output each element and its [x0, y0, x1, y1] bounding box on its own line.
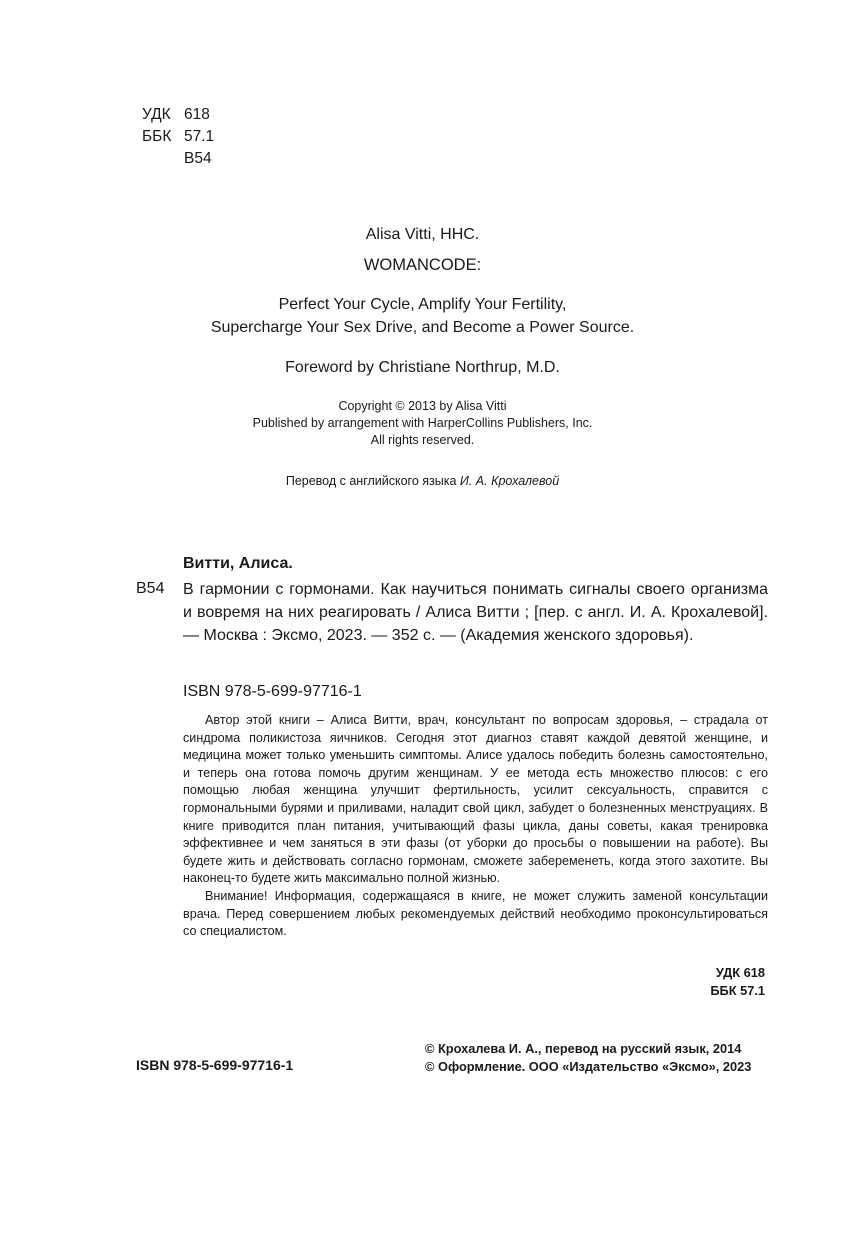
published-note: Published by arrangement with HarperCollins Publishers, Inc.	[252, 416, 593, 430]
bbk-label: ББК	[142, 128, 172, 145]
bbk-value: 57.1	[184, 128, 215, 145]
bibliography-text: В гармонии с гормонами. Как научиться понимать сигналы своего организма и вовремя на них реагировать / Алиса Витти ; [пер. с англ. И. А. Крохалевой]. — Москва : Эксмо, 2023. — 352 с. — (Академия женского здоровья).	[183, 581, 768, 644]
bibliography-mark: В54	[136, 580, 165, 597]
footer-isbn: ISBN 978-5-699-97716-1	[136, 1057, 294, 1073]
translator-name: И. А. Крохалевой	[459, 474, 560, 488]
original-title: WOMANCODE:	[363, 256, 482, 274]
udk-label: УДК	[142, 106, 171, 123]
original-subtitle-line1: Perfect Your Cycle, Amplify Your Fertility,	[278, 296, 567, 313]
author-mark: В54	[184, 150, 212, 167]
copyright-original: Copyright © 2013 by Alisa Vitti	[338, 399, 507, 413]
original-author: Alisa Vitti, HHC.	[365, 226, 480, 243]
annotation	[183, 712, 768, 941]
bottom-bbk: ББК 57.1	[710, 983, 765, 998]
copyright-translation: © Крохалева И. А., перевод на русский язык, 2014	[425, 1041, 742, 1056]
bottom-codes	[710, 964, 765, 1000]
udk-value: 618	[184, 106, 210, 123]
translation-prefix: Перевод с английского языка	[285, 474, 457, 488]
bottom-udk: УДК 618	[715, 965, 765, 980]
bibliography-heading: Витти, Алиса.	[183, 555, 293, 572]
rights-note: All rights reserved.	[370, 433, 475, 447]
copyright-design: © Оформление. ООО «Издательство «Эксмо», 2023	[425, 1059, 752, 1074]
bibliography-isbn: ISBN 978-5-699-97716-1	[183, 683, 362, 700]
warning-paragraph: Внимание! Информация, содержащаяся в книге, не может служить заменой консультации врача. Перед совершением любых рекомендуемых действий необходимо проконсультироваться со специалистом.	[183, 888, 768, 939]
original-subtitle-line2: Supercharge Your Sex Drive, and Become a Power Source.	[210, 319, 635, 336]
annotation-paragraph: Автор этой книги – Алиса Витти, врач, консультант по вопросам здоровья, – страдала от синдрома поликистоза яичников. Сегодня этот диагноз ставят каждой девятой женщине, и медицина может только уменьшить симптомы. Алисе удалось победить болезнь самостоятельно, и теперь она готова помочь другим женщинам. У ее метода есть множество плюсов: с его помощью любая женщина улучшит фертильность, усилит сексуальность, справится с гормональными бурями и приливами, наладит свой цикл, забудет о болезненных менструациях. В книге приводится план питания, учитывающий фазы цикла, даны советы, какая тренировка эффективнее и чем заняться в эти фазы (от уборки до просьбы о повышении на работе). Вы будете жить и действовать согласно гормонам, сможете забеременеть, когда этого захотите. Вы наконец-то будете жить максимально полной жизнью.	[183, 713, 768, 886]
classification-codes	[142, 104, 214, 170]
foreword: Foreword by Christiane Northrup, M.D.	[285, 359, 560, 376]
footer-copyrights	[425, 1040, 751, 1076]
translation-note	[0, 472, 845, 490]
